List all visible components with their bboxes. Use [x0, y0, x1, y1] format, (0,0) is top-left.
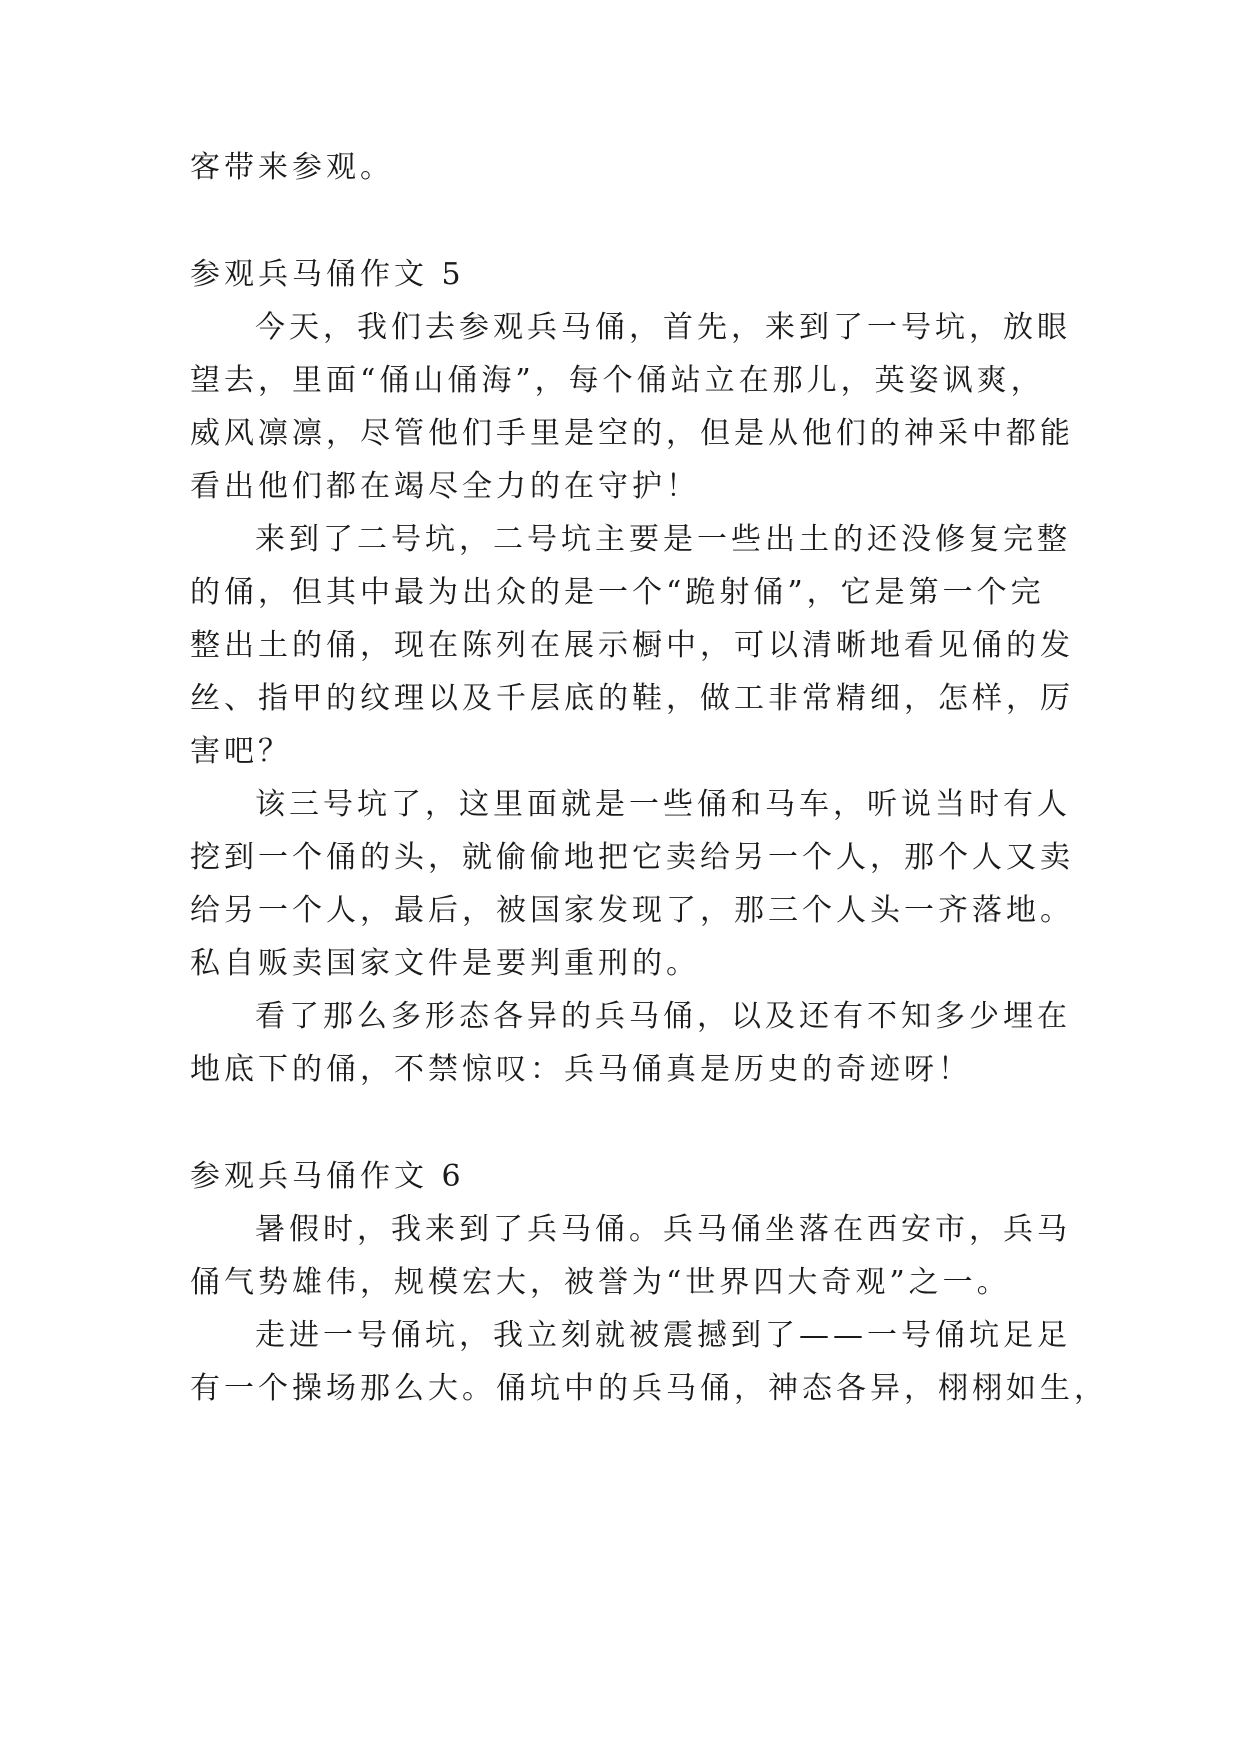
text-line: 望去，里面“俑山俑海”，每个俑站立在那儿，英姿讽爽，: [190, 363, 1045, 398]
text-line: 走进一号俑坑，我立刻就被震撼到了——一号俑坑足足: [255, 1318, 1071, 1353]
text-line: 私自贩卖国家文件是要判重刑的。: [190, 946, 700, 981]
essay-5-title: 参观兵马俑作文 5: [190, 257, 465, 292]
text-line: 整出土的俑，现在陈列在展示橱中，可以清晰地看见俑的发: [190, 628, 1074, 663]
text-line: 给另一个人，最后，被国家发现了，那三个人头一齐落地。: [190, 893, 1074, 928]
text-line: 来到了二号坑，二号坑主要是一些出土的还没修复完整: [255, 522, 1071, 557]
text-line: 今天，我们去参观兵马俑，首先，来到了一号坑，放眼: [255, 310, 1071, 345]
text-line: 暑假时，我来到了兵马俑。兵马俑坐落在西安市，兵马: [255, 1212, 1071, 1247]
text-line: 的俑，但其中最为出众的是一个“跪射俑”，它是第一个完: [190, 575, 1045, 610]
text-line: 威风凛凛，尽管他们手里是空的，但是从他们的神采中都能: [190, 416, 1074, 451]
text-line: 看出他们都在竭尽全力的在守护！: [190, 469, 700, 504]
text-line: 害吧？: [190, 734, 292, 769]
text-line: 该三号坑了，这里面就是一些俑和马车，听说当时有人: [255, 787, 1071, 822]
text-line: 客带来参观。: [190, 150, 394, 185]
text-line: 有一个操场那么大。俑坑中的兵马俑，神态各异，栩栩如生，: [190, 1371, 1108, 1406]
text-line: 俑气势雄伟，规模宏大，被誉为“世界四大奇观”之一。: [190, 1265, 1011, 1300]
text-line: 看了那么多形态各异的兵马俑，以及还有不知多少埋在: [255, 999, 1071, 1034]
essay-6-title: 参观兵马俑作文 6: [190, 1159, 465, 1194]
text-line: 丝、指甲的纹理以及千层底的鞋，做工非常精细，怎样，厉: [190, 681, 1074, 716]
text-line: 地底下的俑，不禁惊叹：兵马俑真是历史的奇迹呀！: [190, 1052, 972, 1087]
text-line: 挖到一个俑的头，就偷偷地把它卖给另一个人，那个人又卖: [190, 840, 1074, 875]
